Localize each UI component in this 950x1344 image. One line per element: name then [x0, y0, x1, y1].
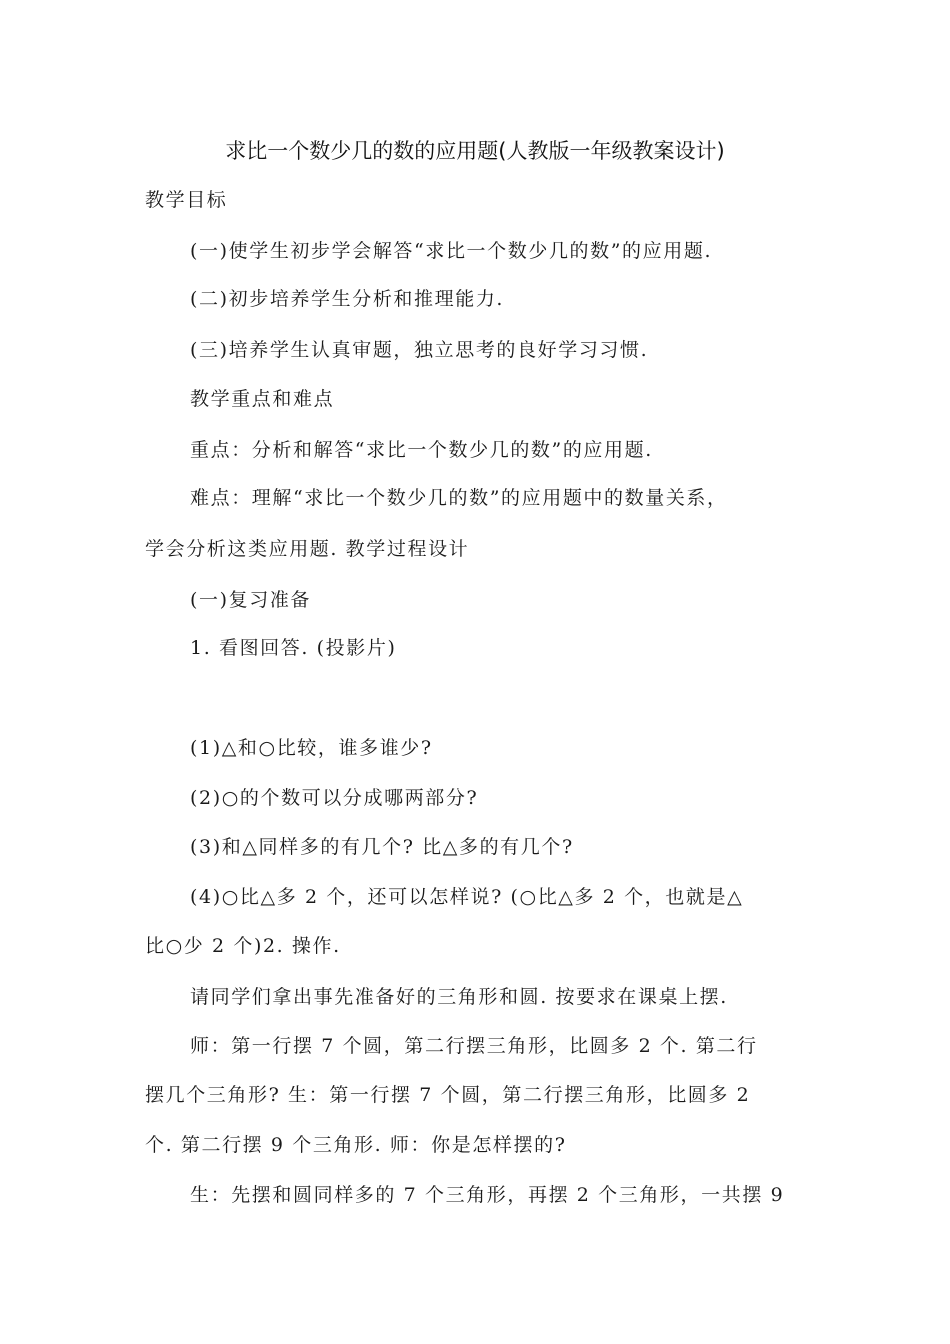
question-1: (1)△和○比较，谁多谁少?	[190, 737, 433, 759]
goal-3: (三)培养学生认真审题，独立思考的良好学习习惯.	[190, 339, 649, 361]
dialogue-line-3: 个. 第二行摆 9 个三角形. 师：你是怎样摆的?	[145, 1134, 567, 1156]
question-4-line-1: (4)○比△多 2 个，还可以怎样说? (○比△多 2 个，也就是△	[190, 886, 744, 908]
dialogue-line-2: 摆几个三角形? 生：第一行摆 7 个圆，第二行摆三角形，比圆多 2	[145, 1084, 751, 1106]
difficulty-line-2: 学会分析这类应用题. 教学过程设计	[145, 538, 470, 560]
key-point: 重点：分析和解答“求比一个数少几的数”的应用题.	[190, 439, 653, 461]
heading-teaching-goals: 教学目标	[145, 189, 228, 211]
question-3: (3)和△同样多的有几个? 比△多的有几个?	[190, 836, 574, 858]
question-2: (2)○的个数可以分成哪两部分?	[190, 787, 479, 809]
goal-1: (一)使学生初步学会解答“求比一个数少几的数”的应用题.	[190, 240, 713, 262]
goal-2: (二)初步培养学生分析和推理能力.	[190, 288, 505, 310]
difficulty-line-1: 难点：理解“求比一个数少几的数”的应用题中的数量关系，	[190, 487, 728, 509]
dialogue-line-1: 师：第一行摆 7 个圆，第二行摆三角形，比圆多 2 个. 第二行	[190, 1035, 758, 1057]
heading-key-points: 教学重点和难点	[190, 388, 335, 410]
heading-review: (一)复习准备	[190, 589, 312, 611]
question-4-line-2: 比○少 2 个)2. 操作.	[145, 935, 341, 957]
item-look-and-answer: 1. 看图回答. (投影片)	[190, 637, 397, 659]
operation-instruction: 请同学们拿出事先准备好的三角形和圆. 按要求在课桌上摆.	[190, 986, 728, 1008]
document-title: 求比一个数少几的数的应用题(人教版一年级教案设计)	[225, 139, 725, 163]
dialogue-line-4: 生：先摆和圆同样多的 7 个三角形，再摆 2 个三角形，一共摆 9	[190, 1184, 785, 1206]
